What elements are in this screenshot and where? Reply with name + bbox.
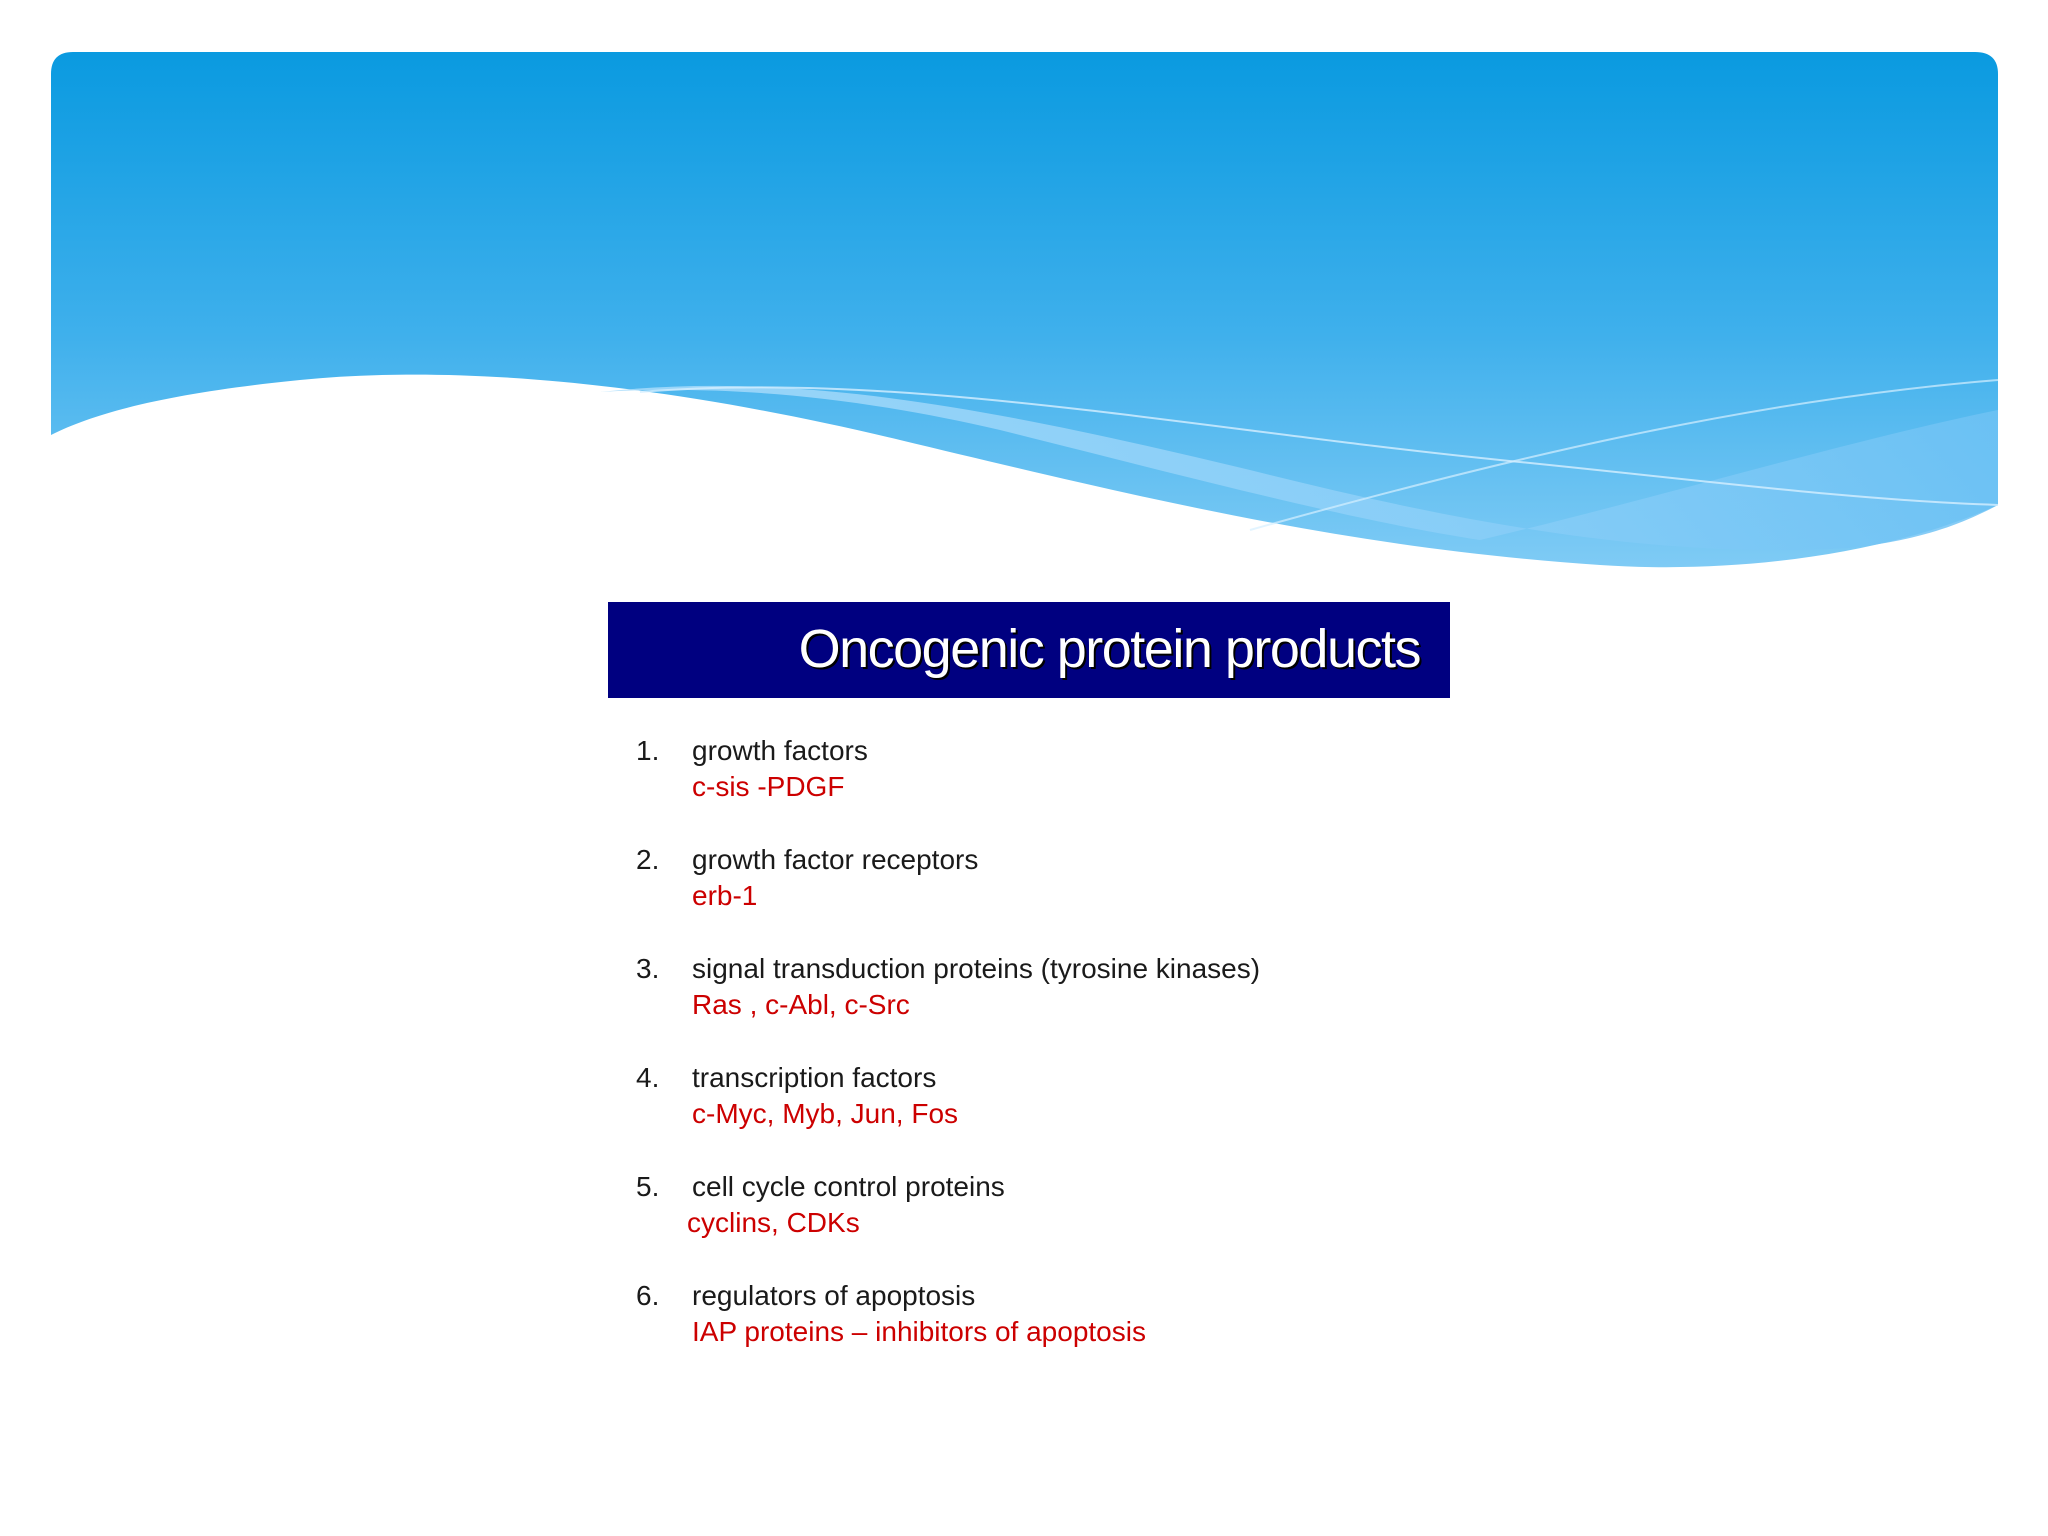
item-example: c-sis -PDGF [692, 771, 845, 802]
list-item [636, 840, 1536, 949]
item-label: growth factors [692, 735, 868, 766]
item-label: signal transduction proteins (tyrosine kinases) [692, 953, 1261, 984]
list-item [636, 1058, 1536, 1167]
item-number: 3. [636, 953, 660, 984]
item-example: Ras , c-Abl, c-Src [692, 989, 910, 1020]
list-item [636, 1167, 1536, 1276]
slide-title: Oncogenic protein products [798, 619, 1420, 679]
item-number: 1. [636, 735, 660, 766]
list-item [636, 949, 1536, 1058]
item-number: 6. [636, 1280, 660, 1311]
oncogene-list [636, 731, 1536, 1385]
list-item [636, 731, 1536, 840]
list-item [636, 1276, 1536, 1385]
item-label: growth factor receptors [692, 844, 979, 875]
item-label: transcription factors [692, 1062, 937, 1093]
item-number: 5. [636, 1171, 660, 1202]
item-label: cell cycle control proteins [692, 1171, 1005, 1202]
item-label: regulators of apoptosis [692, 1280, 976, 1311]
item-example: cyclins, CDKs [687, 1207, 860, 1238]
item-example: IAP proteins – inhibitors of apoptosis [692, 1316, 1146, 1347]
header-wave-decoration [0, 0, 2048, 600]
item-example: c-Myc, Myb, Jun, Fos [692, 1098, 959, 1129]
item-number: 2. [636, 844, 660, 875]
item-number: 4. [636, 1062, 660, 1093]
title-banner [608, 602, 1450, 698]
item-example: erb-1 [692, 880, 758, 911]
